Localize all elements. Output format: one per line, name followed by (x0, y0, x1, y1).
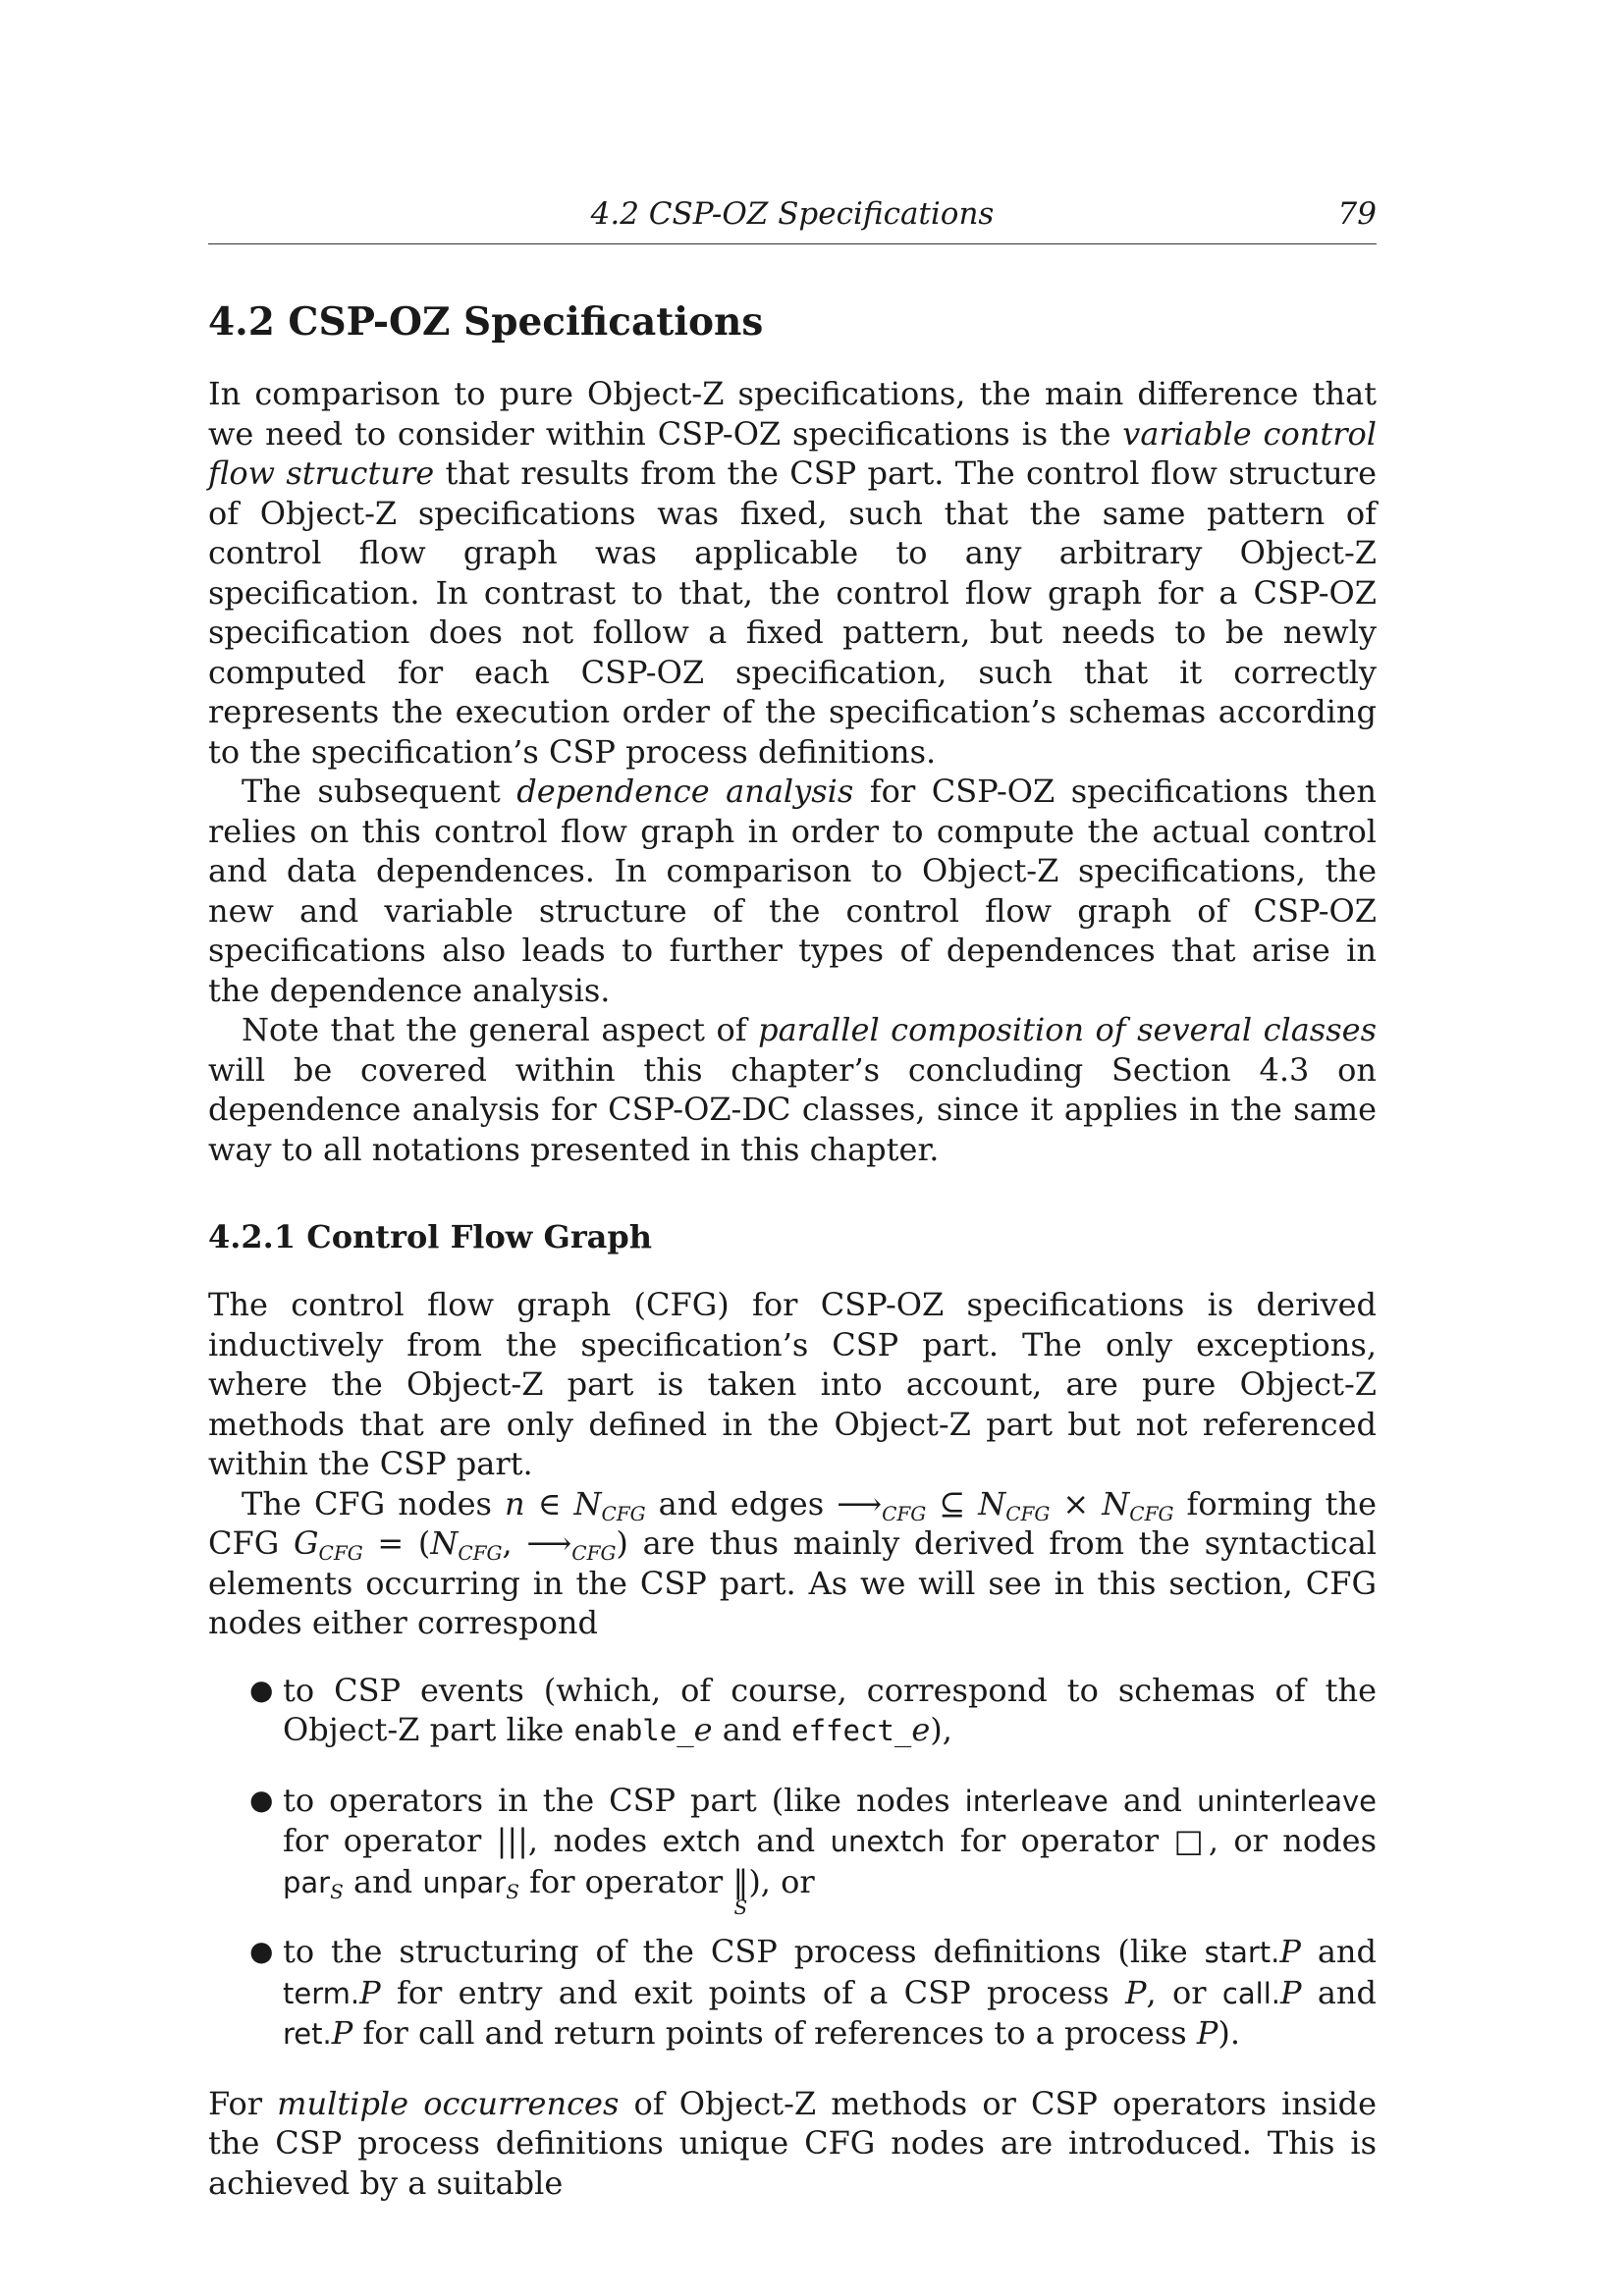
paragraph-6: For multiple occurrences of Object-Z methods or CSP operators inside the CSP process definitions unique CFG nodes are introduced. This is achieved by a suitable (208, 2084, 1378, 2202)
bullet-icon: ● (249, 1783, 274, 1816)
subsection-body (208, 1285, 1377, 2203)
list-item: ● to operators in the CSP part (like nodes interleave and uninterleave for operator |||, nodes extch and unextch for operator □, or nodes par$_S$ and unpar$_S$ for operator ‖ S ), or (249, 1781, 1378, 1919)
page-number: 79 (1337, 196, 1377, 232)
paragraph-4: The control flow graph (CFG) for CSP-OZ specifications is derived inductively from the specification’s CSP part. The only exceptions, where the Object-Z part is taken into account, are pure Object-Z methods that are only defined in the Object-Z part but not referenced within the CSP part. (208, 1286, 1377, 1482)
paragraph-5: The CFG nodes n ∈ $N_{CFG}$ and edges $⟶_{CFG}$ ⊆ $N_{CFG} \times N_{CFG}$ forming the CFG $G_{CFG} = (N_{CFG}$, $⟶_{CFG}$) are thus mainly derived from the syntactical elements occurring in the CSP part. As we will see in this section, CFG nodes either correspond (208, 1484, 1378, 1641)
paragraph-1: In comparison to pure Object-Z specifications, the main difference that we need to consider within CSP-OZ specifications is the variable control flow structure that results from the CSP part. The control flow structure of Object-Z specifications was fixed, such that the same pattern of control flow graph was applicable to any arbitrary Object-Z specification. In contrast to that, the control flow graph for a CSP-OZ specification does not follow a fixed pattern, but needs to be newly computed for each CSP-OZ specification, such that it correctly represents the execution order of the specification’s schemas according to the specification’s CSP process definitions. (208, 375, 1378, 771)
bullet-list (208, 1671, 1377, 2055)
bullet-icon: ● (249, 1673, 274, 1706)
list-item: ● to CSP events (which, of course, correspond to schemas of the Object-Z part like enable_e and effect_e), (249, 1671, 1377, 1748)
subsection-heading: 4.2.1 Control Flow Graph (208, 1218, 653, 1255)
section-body (208, 374, 1377, 1169)
running-head-title: 4.2 CSP-OZ Specifications (590, 196, 995, 232)
paragraph-3: Note that the general aspect of parallel composition of several classes will be covered within this chapter’s concluding Section 4.3 on dependence analysis for CSP-OZ-DC classes, since it applies in the same way to all notations presented in this chapter. (208, 1011, 1378, 1168)
parallel-operator: ‖ S (732, 1862, 749, 1919)
section-heading: 4.2 CSP-OZ Specifications (208, 299, 764, 345)
paragraph-2: The subsequent dependence analysis for CSP-OZ specifications then relies on this control flow graph in order to compute the actual control and data dependences. In comparison to Object-Z specifications, the new and variable structure of the control flow graph of CSP-OZ specifications also leads to further types of dependences that arise in the dependence analysis. (208, 773, 1377, 1009)
list-item: ● to the structuring of the CSP process definitions (like start.P and term.P for entry and exit points of a CSP process P, or call.P and ret.P for call and return points of references to a process P). (249, 1933, 1378, 2052)
bullet-icon: ● (249, 1935, 274, 1967)
page (208, 192, 1377, 2203)
running-head (208, 192, 1377, 244)
